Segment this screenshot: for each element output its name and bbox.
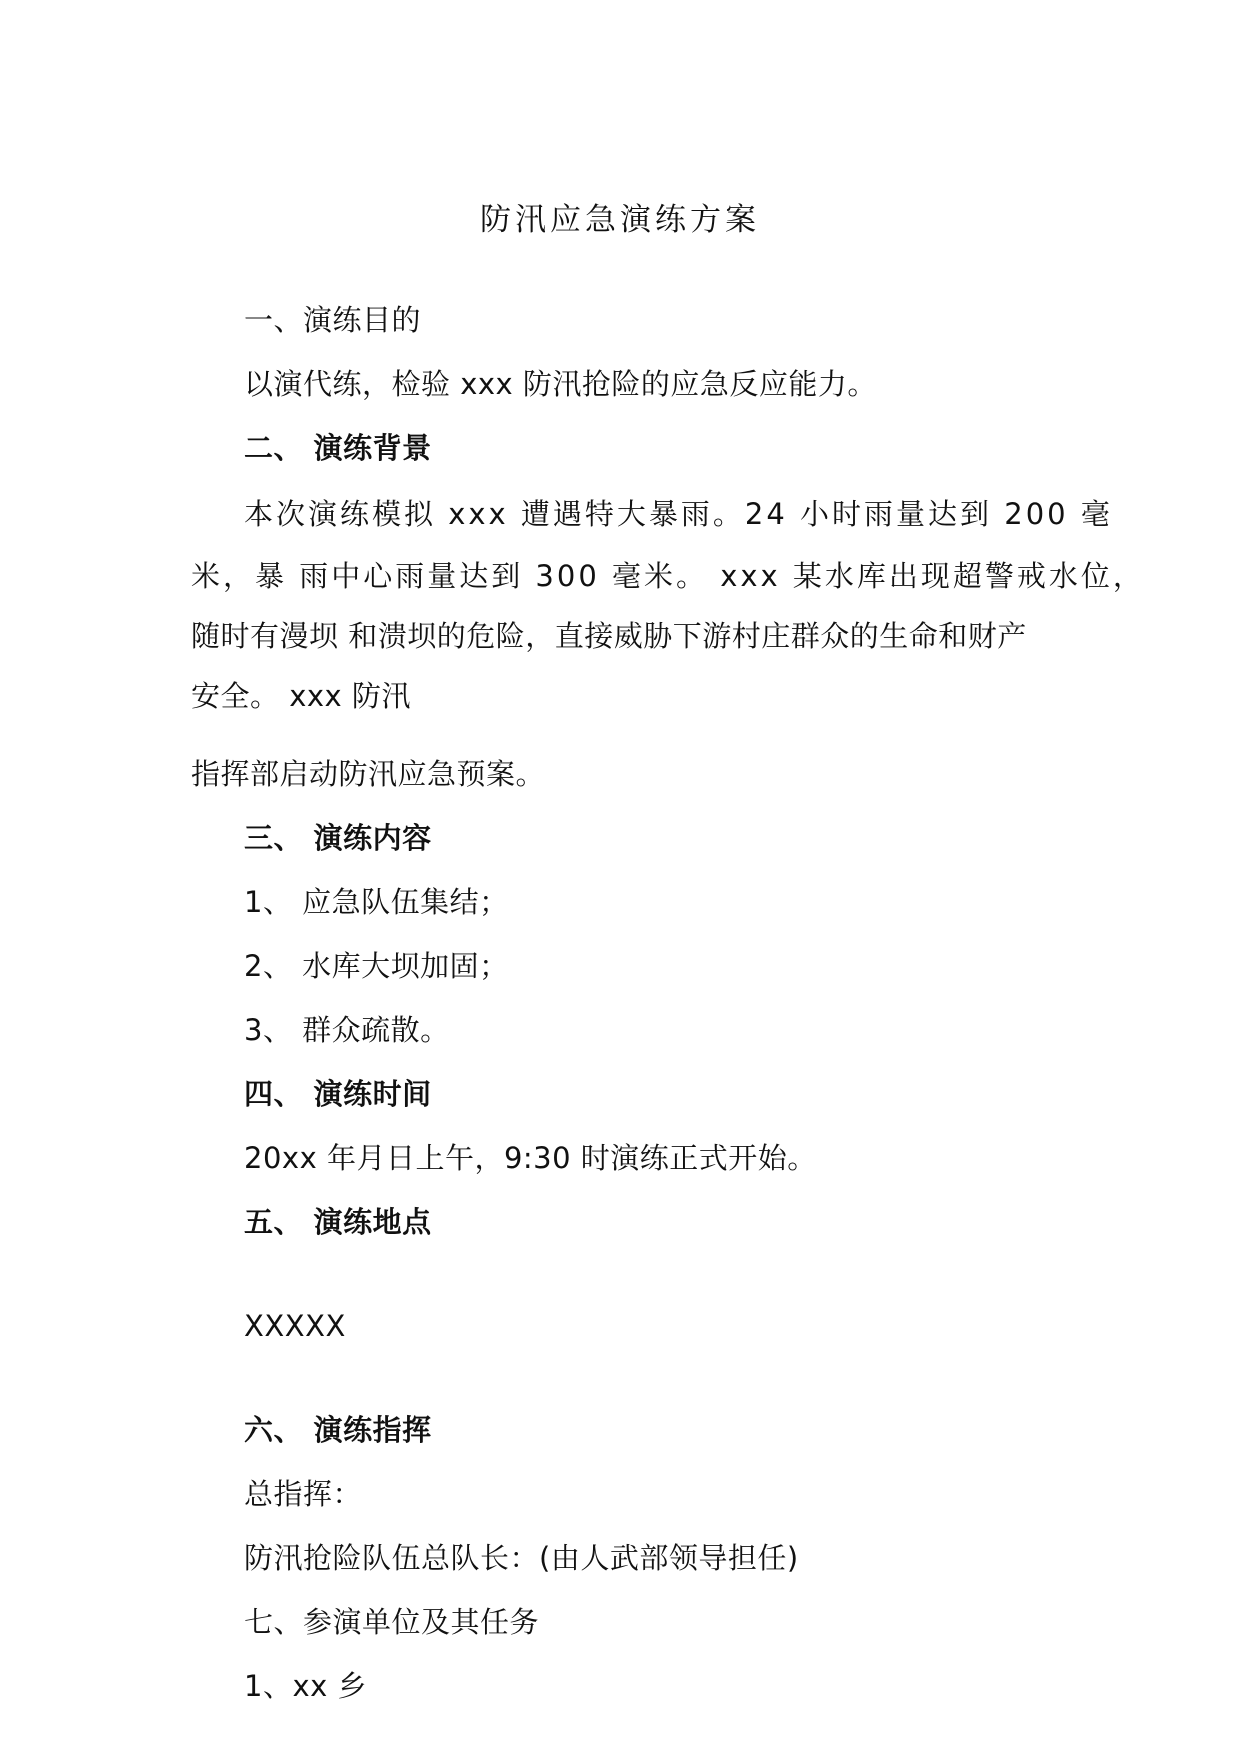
list-item-3: 3、 群众疏散。: [244, 1013, 450, 1047]
paragraph-commander: 总指挥：: [244, 1477, 363, 1511]
paragraph-background-line-5: 指挥部启动防汛应急预案。: [191, 757, 546, 791]
heading-2-background: 二、 演练背景: [244, 431, 432, 465]
paragraph-background-line-4: 安全。 xxx 防汛: [191, 679, 411, 713]
paragraph-team-leader: 防汛抢险队伍总队长：(由人武部领导担任): [244, 1541, 799, 1575]
heading-6-command: 六、 演练指挥: [244, 1413, 432, 1447]
heading-7-units: 七、参演单位及其任务: [244, 1605, 540, 1639]
heading-4-time: 四、 演练时间: [244, 1077, 432, 1111]
heading-5-location: 五、 演练地点: [244, 1205, 432, 1239]
document-title: 防汛应急演练方案: [480, 202, 760, 238]
paragraph-time: 20xx 年月日上午，9:30 时演练正式开始。: [244, 1141, 817, 1175]
paragraph-background-line-3: 随时有漫坝 和溃坝的危险，直接威胁下游村庄群众的生命和财产: [191, 619, 1027, 653]
paragraph-background-line-2: 米，暴 雨中心雨量达到 300 毫米。 xxx 某水库出现超警戒水位，: [191, 559, 1145, 593]
list-item-1: 1、 应急队伍集结；: [244, 885, 509, 919]
paragraph-purpose: 以演代练，检验 xxx 防汛抢险的应急反应能力。: [244, 367, 877, 401]
paragraph-location: XXXXX: [244, 1309, 346, 1343]
heading-3-content: 三、 演练内容: [244, 821, 432, 855]
list-item-unit-1: 1、xx 乡: [244, 1669, 367, 1703]
list-item-2: 2、 水库大坝加固；: [244, 949, 509, 983]
heading-1-purpose: 一、演练目的: [244, 303, 422, 337]
paragraph-background-line-1: 本次演练模拟 xxx 遭遇特大暴雨。24 小时雨量达到 200 毫: [244, 497, 1113, 531]
